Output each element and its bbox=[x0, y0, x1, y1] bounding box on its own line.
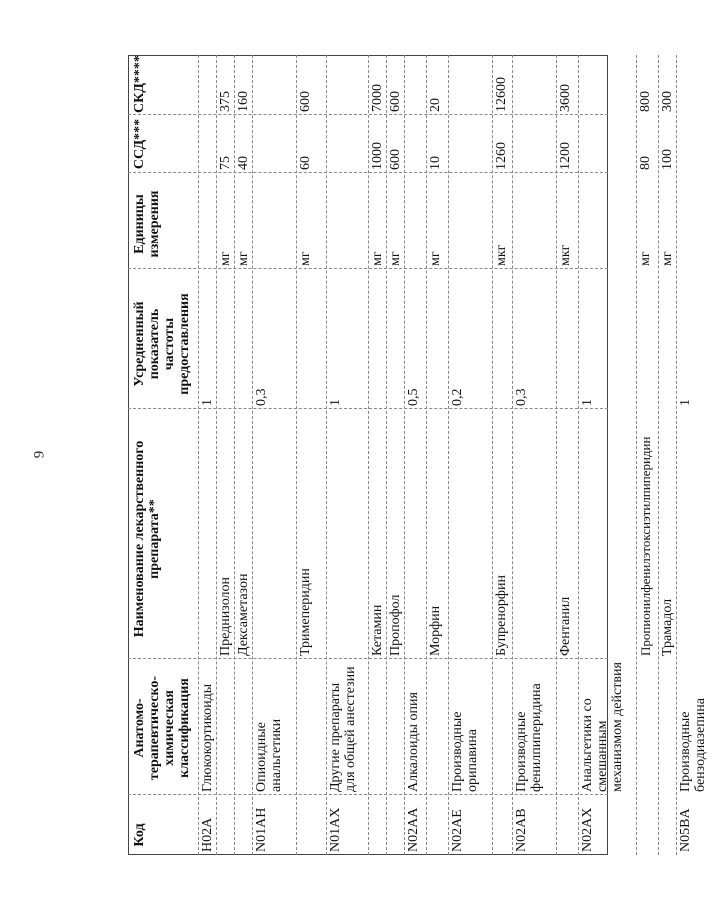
cell-atc: Алкалоиды опия bbox=[406, 692, 421, 792]
cell-unit: мкг bbox=[558, 244, 573, 266]
cell-skd: 7000 bbox=[370, 84, 385, 112]
cell-unit: мкг bbox=[494, 244, 509, 266]
cell-code: H02A bbox=[200, 817, 215, 852]
cell-skd: 3600 bbox=[558, 84, 573, 112]
row-divider bbox=[252, 55, 253, 855]
cell-drug: Трамадол bbox=[660, 598, 675, 656]
cell-atc: Производные бензодиазепина bbox=[678, 698, 708, 792]
cell-skd: 600 bbox=[298, 91, 313, 112]
cell-freq: 0,3 bbox=[254, 388, 269, 406]
cell-freq: 0,3 bbox=[514, 388, 529, 406]
row-divider bbox=[326, 55, 327, 855]
cell-freq: 1 bbox=[580, 399, 595, 406]
cell-ssd: 1260 bbox=[494, 142, 509, 170]
header-skd: СКД**** bbox=[132, 55, 147, 113]
cell-atc: Опиоидные анальгетики bbox=[254, 718, 284, 792]
cell-drug: Фентанил bbox=[558, 596, 573, 656]
cell-ssd: 600 bbox=[388, 149, 403, 170]
row-divider bbox=[368, 55, 369, 855]
cell-ssd: 100 bbox=[660, 149, 675, 170]
cell-drug: Морфин bbox=[428, 605, 443, 656]
cell-ssd: 1000 bbox=[370, 142, 385, 170]
header-atc: Анатомо-терапевтическо-химическая классификация bbox=[132, 675, 192, 781]
cell-unit: мг bbox=[660, 251, 675, 266]
cell-freq: 1 bbox=[200, 399, 215, 406]
cell-ssd: 60 bbox=[298, 156, 313, 170]
cell-ssd: 80 bbox=[638, 156, 653, 170]
cell-drug: Бупренорфин bbox=[494, 575, 509, 656]
cell-drug: Пропионилфенилэтоксиэтилпиперидин bbox=[638, 436, 653, 656]
row-divider bbox=[578, 55, 579, 855]
header-frequency: Усредненный показатель частоты предоставления bbox=[132, 293, 192, 395]
cell-skd: 160 bbox=[236, 91, 251, 112]
cell-drug: Преднизолон bbox=[218, 577, 233, 656]
cell-ssd: 75 bbox=[218, 156, 233, 170]
cell-ssd: 1200 bbox=[558, 142, 573, 170]
row-divider bbox=[448, 55, 449, 855]
header-code: Код bbox=[132, 823, 147, 847]
cell-unit: мг bbox=[638, 251, 653, 266]
cell-ssd: 10 bbox=[428, 156, 443, 170]
cell-code: N02AX bbox=[580, 807, 595, 852]
cell-skd: 12600 bbox=[494, 77, 509, 112]
row-divider bbox=[296, 55, 297, 855]
header-drug: Наименование лекарственного препарата** bbox=[132, 440, 162, 638]
cell-skd: 300 bbox=[660, 91, 675, 112]
cell-unit: мг bbox=[236, 251, 251, 266]
row-divider bbox=[386, 55, 387, 855]
row-divider bbox=[636, 55, 637, 855]
cell-freq: 1 bbox=[678, 399, 693, 406]
row-divider bbox=[676, 55, 677, 855]
header-units: Единицы измерения bbox=[132, 190, 162, 258]
cell-skd: 375 bbox=[218, 91, 233, 112]
cell-code: N02AA bbox=[406, 807, 421, 852]
cell-atc: Анальгетики со смешанным механизмом действия bbox=[580, 662, 625, 792]
cell-freq: 0,2 bbox=[450, 388, 465, 406]
cell-unit: мг bbox=[218, 251, 233, 266]
row-divider bbox=[426, 55, 427, 855]
header-ssd: ССД*** bbox=[132, 118, 147, 170]
cell-atc: Производные фенилпиперидина bbox=[514, 683, 544, 792]
row-divider bbox=[404, 55, 405, 855]
cell-unit: мг bbox=[298, 251, 313, 266]
cell-skd: 800 bbox=[638, 91, 653, 112]
cell-code: N02AE bbox=[450, 809, 465, 852]
cell-drug: Кетамин bbox=[370, 604, 385, 656]
row-divider bbox=[234, 55, 235, 855]
cell-freq: 1 bbox=[328, 399, 343, 406]
cell-unit: мг bbox=[428, 251, 443, 266]
row-divider bbox=[492, 55, 493, 855]
rotated-table bbox=[128, 55, 708, 855]
row-divider bbox=[216, 55, 217, 855]
row-divider bbox=[658, 55, 659, 855]
cell-freq: 0,5 bbox=[406, 388, 421, 406]
cell-code: N01AX bbox=[328, 807, 343, 852]
cell-drug: Пропофол bbox=[388, 594, 403, 656]
cell-drug: Тримеперидин bbox=[298, 568, 313, 656]
cell-unit: мг bbox=[370, 251, 385, 266]
cell-code: N05BA bbox=[678, 808, 693, 852]
cell-skd: 20 bbox=[428, 98, 443, 112]
header-divider bbox=[198, 55, 199, 855]
cell-ssd: 40 bbox=[236, 156, 251, 170]
cell-code: N02AB bbox=[514, 808, 529, 852]
cell-skd: 600 bbox=[388, 91, 403, 112]
cell-atc: Глюкокортикоиды bbox=[200, 683, 215, 792]
page-number: 9 bbox=[31, 450, 48, 459]
cell-code: N01AH bbox=[254, 807, 269, 852]
cell-drug: Дексаметазон bbox=[236, 573, 251, 656]
cell-atc: Другие препараты для общей анестезии bbox=[328, 666, 358, 792]
cell-atc: Производные орипавина bbox=[450, 711, 480, 792]
row-divider bbox=[556, 55, 557, 855]
cell-unit: мг bbox=[388, 251, 403, 266]
row-divider bbox=[512, 55, 513, 855]
